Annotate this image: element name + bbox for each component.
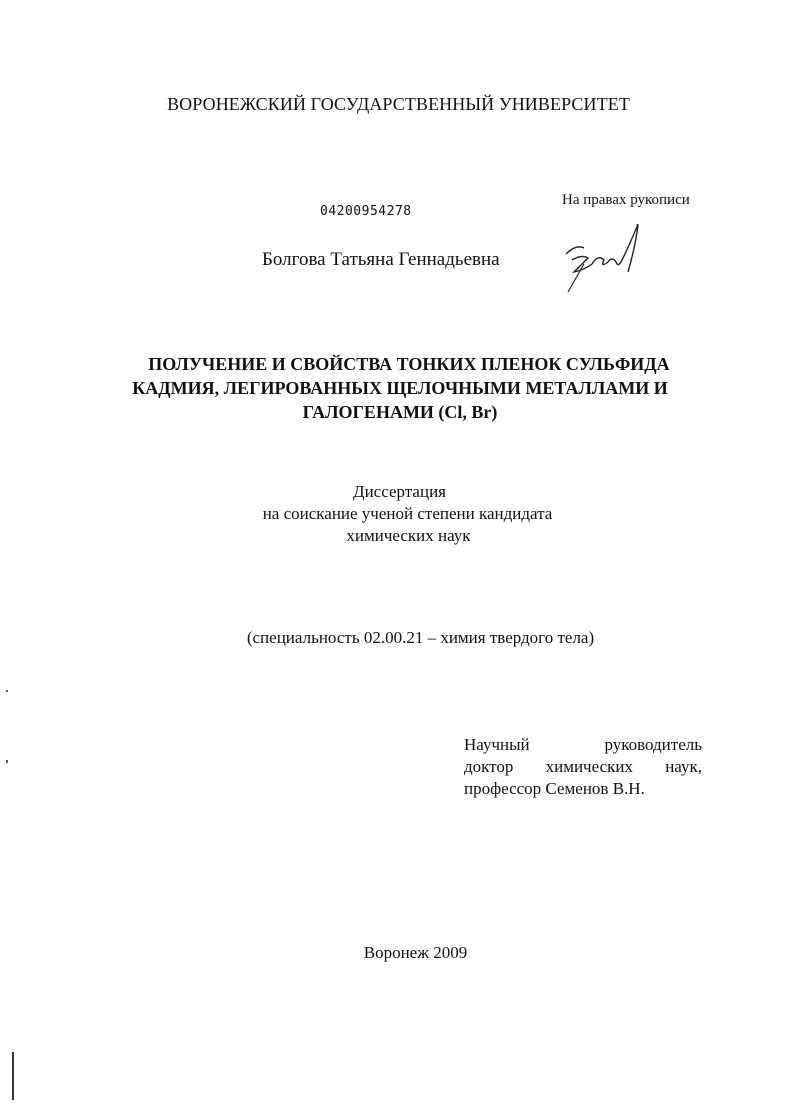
dissertation-purpose: на соискание ученой степени кандидата <box>262 504 553 523</box>
scientific-advisor <box>464 734 702 800</box>
handwritten-signature <box>558 214 668 294</box>
specialty: (специальность 02.00.21 – химия твердого тела) <box>246 628 595 647</box>
dissertation-title <box>80 352 720 424</box>
scan-artifact <box>6 690 8 692</box>
university-name: ВОРОНЕЖСКИЙ ГОСУДАРСТВЕННЫЙ УНИВЕРСИТЕТ <box>167 94 630 114</box>
title-line-2: КАДМИЯ, ЛЕГИРОВАННЫХ ЩЕЛОЧНЫМИ МЕТАЛЛАМИ И <box>132 378 668 398</box>
scan-artifact <box>6 760 8 763</box>
catalog-number: 04200954278 <box>320 204 412 219</box>
city-year: Воронеж 2009 <box>363 943 468 962</box>
advisor-line-2: доктор химических наук, <box>464 757 702 776</box>
advisor-line-1: Научный руководитель <box>464 735 702 754</box>
title-line-3: ГАЛОГЕНАМИ (Cl, Br) <box>302 402 498 422</box>
advisor-line-3: профессор Семенов В.Н. <box>464 779 645 798</box>
dissertation-info <box>0 481 797 547</box>
title-line-1: ПОЛУЧЕНИЕ И СВОЙСТВА ТОНКИХ ПЛЕНОК СУЛЬФИДА <box>148 354 670 374</box>
rights-note: На правах рукописи <box>562 192 690 208</box>
dissertation-field: химических наук <box>346 526 471 545</box>
author-name: Болгова Татьяна Геннадьевна <box>262 249 500 270</box>
dissertation-type: Диссертация <box>352 482 446 501</box>
scan-edge-line <box>12 1052 14 1100</box>
